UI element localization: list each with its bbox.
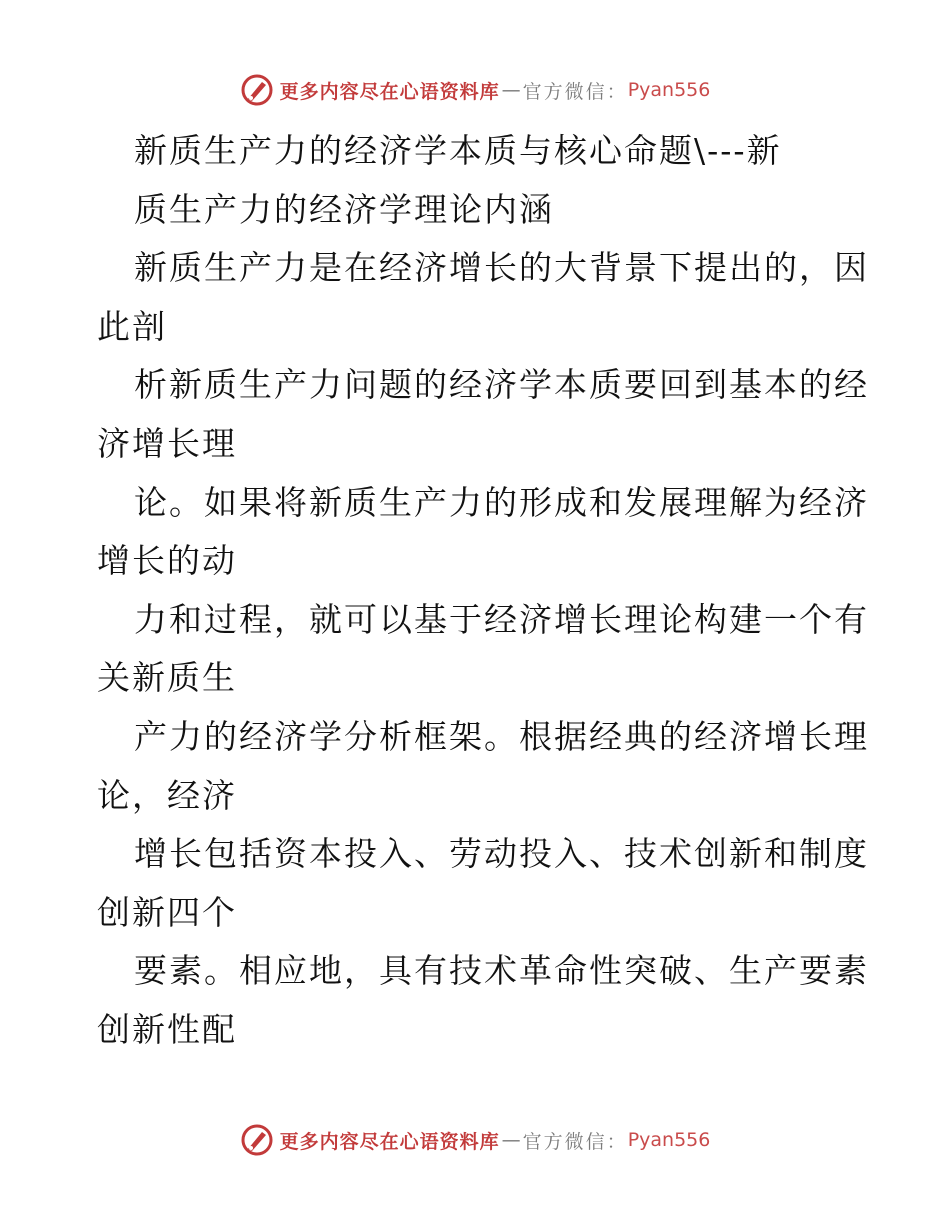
text-line: 新质生产力的经济学本质与核心命题\---新 (134, 131, 782, 170)
watermark-dash: — (501, 1129, 521, 1151)
text-line: 增长的动 (97, 541, 237, 581)
text-line: 增长包括资本投入、劳动投入、技术创新和制度 (134, 834, 869, 874)
text-line: 关新质生 (97, 658, 237, 698)
text-line: 创新性配 (97, 1009, 237, 1049)
watermark-wechat-id: Pyan556 (627, 1129, 711, 1151)
watermark-site-text: 更多内容尽在心语资料库 (279, 80, 500, 103)
pen-logo-icon (240, 1123, 274, 1157)
text-line: 论，经济 (97, 775, 237, 815)
watermark-wechat-label: 官方微信： (522, 1130, 628, 1153)
text-line: 产力的经济学分析框架。根据经典的经济增长理 (134, 716, 869, 756)
watermark-footer (0, 1120, 950, 1160)
pen-logo-icon (240, 73, 274, 107)
watermark-wechat-label: 官方微信： (522, 80, 628, 103)
watermark-site-text: 更多内容尽在心语资料库 (279, 1130, 500, 1153)
watermark-wechat-id: Pyan556 (627, 79, 711, 101)
text-line: 论。如果将新质生产力的形成和发展理解为经济 (134, 482, 869, 522)
text-line: 新质生产力是在经济增长的大背景下提出的，因 (134, 248, 869, 288)
document-body (97, 122, 869, 1060)
watermark-dash: — (501, 79, 521, 101)
text-line: 要素。相应地，具有技术革命性突破、生产要素 (134, 951, 869, 991)
text-line: 质生产力的经济学理论内涵 (134, 189, 554, 229)
text-line: 此剖 (97, 306, 167, 346)
text-line: 析新质生产力问题的经济学本质要回到基本的经 (134, 365, 869, 405)
text-line: 济增长理 (97, 423, 237, 463)
text-line: 创新四个 (97, 892, 237, 932)
text-line: 力和过程，就可以基于经济增长理论构建一个有 (134, 599, 869, 639)
watermark-header (0, 70, 950, 110)
